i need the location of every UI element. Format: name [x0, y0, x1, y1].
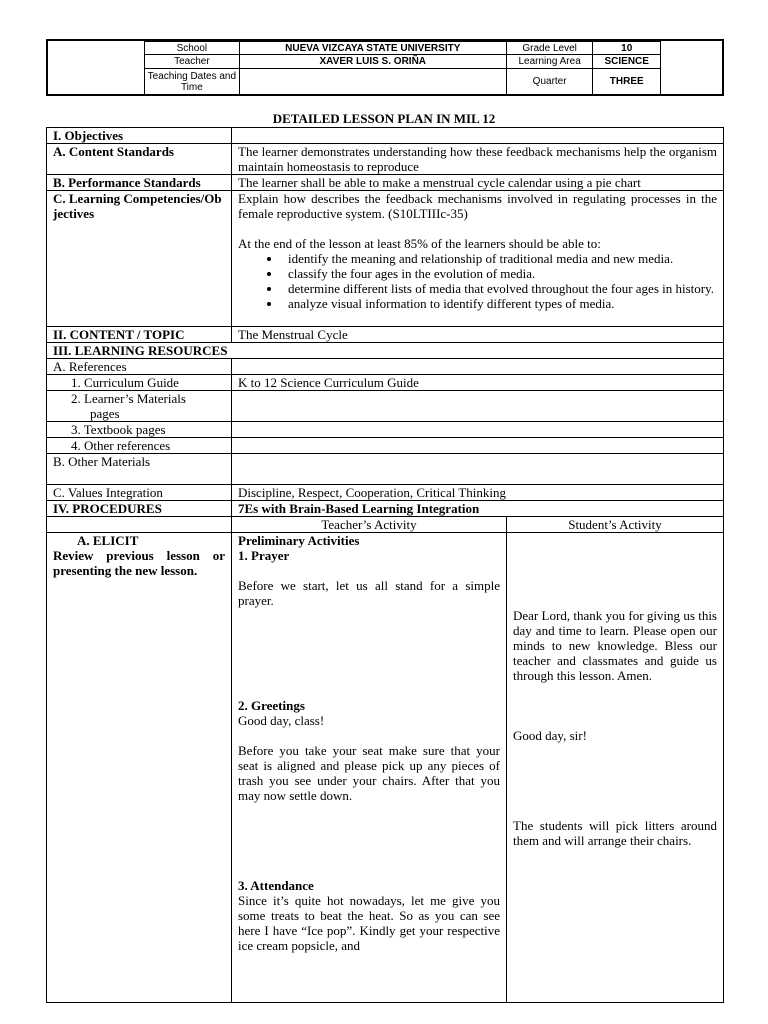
- learning-resources-row: [47, 343, 724, 359]
- learning-area-label: Learning Area: [506, 55, 593, 69]
- greetings-response: Good day, sir!: [513, 728, 587, 743]
- learning-competencies-label: C. Learning Competencies/Objectives: [47, 191, 232, 327]
- content-standards-text: The learner demonstrates understanding how these feedback mechanisms help the organism maintain homeostasis to reproduce: [232, 144, 724, 175]
- learning-competencies-row: [47, 191, 724, 327]
- greetings-text: Good day, class!: [238, 713, 325, 728]
- performance-standards-label: B. Performance Standards: [47, 175, 232, 191]
- other-references-row: [47, 438, 724, 454]
- learning-area-value: SCIENCE: [593, 55, 661, 69]
- curriculum-guide-row: [47, 375, 724, 391]
- content-topic-value: The Menstrual Cycle: [232, 327, 724, 343]
- other-references-label: 4. Other references: [47, 438, 232, 454]
- other-materials-label: B. Other Materials: [47, 454, 232, 485]
- values-integration-label: C. Values Integration: [47, 485, 232, 501]
- learners-materials-cell: [47, 391, 232, 422]
- references-row: [47, 359, 724, 375]
- learners-materials-label: 2. Learner’s Materials: [71, 391, 186, 406]
- procedures-label: IV. PROCEDURES: [47, 501, 232, 517]
- objectives-heading: I. Objectives: [47, 128, 232, 144]
- objectives-row: [47, 128, 724, 144]
- teacher-activity-header: Teacher’s Activity: [232, 517, 507, 533]
- performance-standards-row: [47, 175, 724, 191]
- curriculum-guide-value: K to 12 Science Curriculum Guide: [232, 375, 724, 391]
- content-standards-label: A. Content Standards: [47, 144, 232, 175]
- teacher-activity-cell: [232, 533, 507, 1003]
- greetings-heading: 2. Greetings: [238, 698, 305, 713]
- other-materials-row: [47, 454, 724, 485]
- teacher-label: Teacher: [145, 55, 240, 69]
- objective-item: • identify the meaning and relationship of traditional media and new media.: [282, 251, 717, 266]
- preliminary-activities: Preliminary Activities: [238, 533, 360, 548]
- learning-resources-heading: III. LEARNING RESOURCES: [47, 343, 724, 359]
- teacher-value: XAVER LUIS S. ORIÑA: [239, 55, 506, 69]
- prayer-text: Before we start, let us all stand for a simple prayer.: [238, 578, 500, 608]
- header-table: [144, 41, 661, 95]
- quarter-label: Quarter: [506, 69, 593, 95]
- learners-materials-row: [47, 391, 724, 422]
- content-standards-row: [47, 144, 724, 175]
- textbook-pages-row: [47, 422, 724, 438]
- elicit-cell: [47, 533, 232, 1003]
- school-label: School: [145, 42, 240, 55]
- objectives-intro: At the end of the lesson at least 85% of the learners should be able to:: [238, 236, 601, 251]
- lesson-plan-table: [46, 127, 724, 1003]
- quarter-value: THREE: [593, 69, 661, 95]
- curriculum-guide-label: 1. Curriculum Guide: [47, 375, 232, 391]
- references-label: A. References: [47, 359, 232, 375]
- competency-text: Explain how describes the feedback mechanisms involved in regulating processes in the female reproductive system. (S10LTIIIc-35): [238, 191, 717, 221]
- objectives-list: [238, 251, 717, 311]
- student-activity-header: Student’s Activity: [507, 517, 724, 533]
- school-value: NUEVA VIZCAYA STATE UNIVERSITY: [239, 42, 506, 55]
- elicit-row: [47, 533, 724, 1003]
- values-integration-row: [47, 485, 724, 501]
- header-info-box: [46, 39, 724, 96]
- seat-instructions: Before you take your seat make sure that your seat is aligned and please pick up any pieces of trash you see under your chairs. After that you may now settle down.: [238, 743, 500, 803]
- teaching-dates-label: Teaching Dates and Time: [145, 69, 240, 95]
- activity-columns-row: [47, 517, 724, 533]
- learning-competencies-cell: [232, 191, 724, 327]
- prayer-response: Dear Lord, thank you for giving us this day and time to learn. Please open our minds to new knowledge. Bless our teacher and classmates and guide us through this lesson. Amen.: [513, 608, 717, 683]
- grade-level-label: Grade Level: [506, 42, 593, 55]
- procedures-row: [47, 501, 724, 517]
- student-activity-cell: [507, 533, 724, 1003]
- grade-level-value: 10: [593, 42, 661, 55]
- attendance-text: Since it’s quite hot nowadays, let me give you some treats to beat the heat. So as you can see here I have “Ice pop”. Kindly get your respective ice cream popsicle, and: [238, 893, 500, 953]
- document-title: DETAILED LESSON PLAN IN MIL 12: [272, 111, 496, 126]
- content-topic-row: [47, 327, 724, 343]
- elicit-label: A. ELICIT: [77, 533, 139, 548]
- performance-standards-text: The learner shall be able to make a menstrual cycle calendar using a pie chart: [232, 175, 724, 191]
- procedures-value: 7Es with Brain-Based Learning Integration: [232, 501, 724, 517]
- values-integration-value: Discipline, Respect, Cooperation, Critical Thinking: [232, 485, 724, 501]
- textbook-pages-label: 3. Textbook pages: [47, 422, 232, 438]
- teaching-dates-value: [239, 69, 506, 95]
- attendance-heading: 3. Attendance: [238, 878, 314, 893]
- objective-item: • analyze visual information to identify different types of media.: [282, 296, 717, 311]
- objective-item: • classify the four ages in the evolution of media.: [282, 266, 717, 281]
- content-topic-label: II. CONTENT / TOPIC: [47, 327, 232, 343]
- learners-materials-pages: pages: [90, 406, 120, 421]
- prayer-heading: 1. Prayer: [238, 548, 290, 563]
- objective-item: • determine different lists of media that evolved throughout the four ages in history.: [282, 281, 717, 296]
- seat-response: The students will pick litters around them and will arrange their chairs.: [513, 818, 717, 848]
- elicit-description: Review previous lesson or presenting the new lesson.: [53, 548, 225, 578]
